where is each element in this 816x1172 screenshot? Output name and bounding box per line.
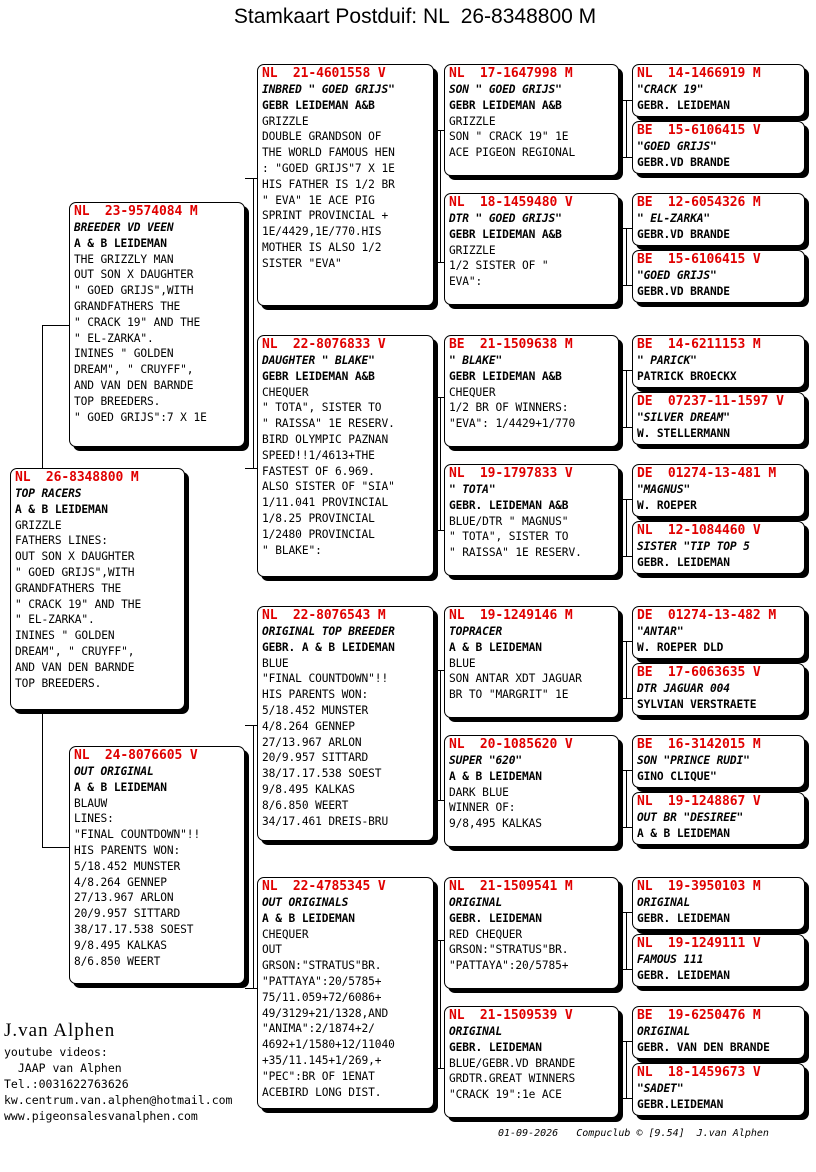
- breeder-name: A & B LEIDEMAN: [637, 826, 730, 840]
- breeder-name: GEBR. VAN DEN BRANDE: [637, 1040, 770, 1054]
- pigeon-info-line: BLUE: [449, 656, 476, 670]
- breeder-name: W. ROEPER: [637, 498, 697, 512]
- breeder-name: W. STELLERMANN: [637, 426, 730, 440]
- pigeon-name: "SADET": [637, 1082, 684, 1095]
- pigeon-card: [632, 64, 805, 117]
- breeder-name: A & B LEIDEMAN: [74, 236, 167, 250]
- pigeon-info-line: 5/18.452 MUNSTER: [74, 859, 181, 873]
- ring-number: DE 01274-13-482 M: [637, 608, 777, 623]
- pigeon-card: [632, 735, 805, 788]
- pigeon-info-line: " TOTA", SISTER TO: [449, 530, 569, 544]
- ring-number: DE 01274-13-481 M: [637, 466, 777, 481]
- ring-number: NL 19-1249146 M: [449, 608, 573, 623]
- connector-line: [245, 725, 257, 726]
- pigeon-info-line: 38/17.17.538 SOEST: [74, 922, 194, 936]
- pigeon-info-line: BLUE/GEBR.VD BRANDE: [449, 1056, 576, 1070]
- pigeon-info-line: 1/11.041 PROVINCIAL: [262, 496, 389, 510]
- connector-line: [619, 698, 632, 699]
- contact-line-2: JAAP van Alphen: [4, 1061, 122, 1075]
- pigeon-info-line: THE WORLD FAMOUS HEN: [262, 146, 395, 160]
- pigeon-card: [632, 121, 805, 174]
- contact-block: [4, 1018, 232, 1124]
- pigeon-info-line: CHEQUER: [449, 385, 496, 399]
- pigeon-name: TOP RACERS: [15, 487, 82, 500]
- pigeon-info-line: TOP BREEDERS.: [74, 394, 161, 408]
- connector-line: [626, 1041, 627, 1098]
- breeder-name: GEBR.VD BRANDE: [637, 155, 730, 169]
- pigeon-info-line: 1E/4429,1E/770.HIS: [262, 225, 382, 239]
- connector-line: [434, 530, 444, 531]
- breeder-name: GEBR. LEIDEMAN: [637, 968, 730, 982]
- connector-line: [42, 710, 43, 847]
- pigeon-info-line: AND VAN DEN BARNDE: [15, 660, 135, 674]
- breeder-name: A & B LEIDEMAN: [449, 769, 542, 783]
- pigeon-info-line: SON " CRACK 19" 1E: [449, 130, 569, 144]
- pigeon-info-line: SPEED!!1/4613+THE: [262, 448, 375, 462]
- pigeon-name: ORIGINAL: [449, 1025, 503, 1038]
- ring-number: NL 22-8076833 V: [262, 337, 386, 352]
- pigeon-name: "GOED GRIJS": [637, 140, 717, 153]
- ring-number: NL 23-9574084 M: [74, 204, 198, 219]
- pigeon-card: [632, 1063, 805, 1116]
- breeder-name: GEBR. LEIDEMAN: [637, 911, 730, 925]
- breeder-name: GEBR. LEIDEMAN: [637, 98, 730, 112]
- connector-line: [434, 262, 444, 263]
- connector-line: [434, 800, 444, 801]
- pigeon-info-line: " CRACK 19" AND THE: [74, 315, 201, 329]
- pigeon-name: ORIGINAL: [637, 1025, 691, 1038]
- pigeon-info-line: " GOED GRIJS",WITH: [15, 565, 135, 579]
- pigeon-info-line: 27/13.967 ARLON: [74, 891, 174, 905]
- contact-phone: Tel.:0031622763626: [4, 1077, 129, 1091]
- pigeon-card: [632, 250, 805, 303]
- breeder-name: A & B LEIDEMAN: [262, 911, 355, 925]
- pigeon-info-line: CHEQUER: [262, 385, 309, 399]
- ring-number: NL 20-1085620 V: [449, 737, 573, 752]
- connector-line: [245, 178, 257, 179]
- pigeon-info-line: GRANDFATHERS THE: [15, 581, 122, 595]
- breeder-name: GEBR. LEIDEMAN A&B: [449, 498, 569, 512]
- pigeon-info-line: BIRD OLYMPIC PAZNAN: [262, 432, 389, 446]
- pigeon-info-line: GRIZZLE: [449, 243, 496, 257]
- pigeon-info-line: AND VAN DEN BARNDE: [74, 378, 194, 392]
- pigeon-info-line: GRIZZLE: [449, 114, 496, 128]
- pigeon-info-line: GRANDFATHERS THE: [74, 299, 181, 313]
- pigeon-info-line: 49/3129+21/1328,AND: [262, 1006, 389, 1020]
- pigeon-name: SISTER "TIP TOP 5: [637, 540, 750, 553]
- pigeon-card: [632, 877, 805, 930]
- breeder-name: GEBR. LEIDEMAN: [637, 555, 730, 569]
- ring-number: NL 17-1647998 M: [449, 66, 573, 81]
- breeder-name: A & B LEIDEMAN: [15, 502, 108, 516]
- pigeon-info-line: 27/13.967 ARLON: [262, 735, 362, 749]
- breeder-name: SYLVIAN VERSTRAETE: [637, 697, 757, 711]
- pigeon-info-line: DARK BLUE: [449, 785, 509, 799]
- pigeon-info-line: DOUBLE GRANDSON OF: [262, 130, 382, 144]
- pigeon-info-line: FASTEST OF 6.969.: [262, 464, 375, 478]
- pigeon-info-line: "FINAL COUNTDOWN"!!: [74, 828, 201, 842]
- breeder-name: A & B LEIDEMAN: [74, 780, 167, 794]
- ring-number: NL 21-1509539 V: [449, 1008, 573, 1023]
- pigeon-info-line: 20/9.957 SITTARD: [262, 751, 369, 765]
- breeder-name: GEBR LEIDEMAN A&B: [262, 369, 375, 383]
- breeder-name: GEBR.LEIDEMAN: [637, 1097, 724, 1111]
- pigeon-card: [69, 202, 245, 447]
- ring-number: BE 21-1509638 M: [449, 337, 573, 352]
- connector-line: [619, 285, 632, 286]
- pigeon-name: BREEDER VD VEEN: [74, 221, 174, 234]
- pigeon-card: [444, 1006, 619, 1118]
- connector-line: [626, 370, 627, 427]
- pigeon-info-line: : "GOED GRIJS"7 X 1E: [262, 161, 395, 175]
- ring-number: NL 12-1084460 V: [637, 523, 761, 538]
- contact-website[interactable]: www.pigeonsalesvanalphen.com: [4, 1109, 198, 1123]
- connector-line: [42, 847, 69, 848]
- pigeon-card: [10, 468, 185, 710]
- pigeon-card: [444, 735, 619, 847]
- breeder-name: W. ROEPER DLD: [637, 640, 724, 654]
- pigeon-name: "MAGNUS": [637, 483, 691, 496]
- ring-number: NL 19-1249111 V: [637, 936, 761, 951]
- pigeon-name: DAUGHTER " BLAKE": [262, 354, 375, 367]
- pigeon-name: SON " GOED GRIJS": [449, 83, 562, 96]
- pigeon-card: [632, 335, 805, 388]
- pigeon-info-line: OUT: [262, 943, 282, 957]
- pigeon-info-line: 8/6.850 WEERT: [262, 798, 349, 812]
- breeder-name: GEBR LEIDEMAN A&B: [449, 227, 562, 241]
- pigeon-info-line: " RAISSA" 1E RESERV.: [262, 417, 395, 431]
- pigeon-info-line: " CRACK 19" AND THE: [15, 597, 142, 611]
- pigeon-card: [444, 464, 619, 576]
- connector-line: [245, 988, 257, 989]
- pigeon-info-line: 20/9.957 SITTARD: [74, 907, 181, 921]
- pigeon-name: OUT BR "DESIREE": [637, 811, 744, 824]
- pigeon-info-line: SON ANTAR XDT JAGUAR: [449, 672, 582, 686]
- pigeon-info-line: 1/2 BR OF WINNERS:: [449, 401, 569, 415]
- pigeon-name: SON "PRINCE RUDI": [637, 754, 750, 767]
- ring-number: NL 14-1466919 M: [637, 66, 761, 81]
- pigeon-info-line: "ANIMA":2/1874+2/: [262, 1022, 375, 1036]
- connector-line: [434, 670, 444, 671]
- ring-number: BE 19-6250476 M: [637, 1008, 761, 1023]
- pigeon-card: [632, 934, 805, 987]
- contact-line-1: youtube videos:: [4, 1045, 108, 1059]
- connector-line: [440, 130, 441, 262]
- pigeon-info-line: ACE PIGEON REGIONAL: [449, 146, 576, 160]
- ring-number: NL 26-8348800 M: [15, 470, 139, 485]
- connector-line: [619, 827, 632, 828]
- connector-line: [619, 969, 632, 970]
- connector-line: [253, 725, 254, 988]
- pigeon-info-line: " BLAKE":: [262, 543, 322, 557]
- pigeon-info-line: 4692+1/1580+12/11040: [262, 1038, 395, 1052]
- ring-number: NL 19-1248867 V: [637, 794, 761, 809]
- pigeon-info-line: LINES:: [74, 812, 114, 826]
- connector-line: [434, 1068, 444, 1069]
- pigeon-name: OUT ORIGINAL: [74, 765, 154, 778]
- pigeon-card: [444, 606, 619, 718]
- connector-line: [434, 130, 444, 131]
- pigeon-name: "SILVER DREAM": [637, 411, 730, 424]
- pigeon-info-line: HIS FATHER IS 1/2 BR: [262, 177, 395, 191]
- ring-number: BE 17-6063635 V: [637, 665, 761, 680]
- pigeon-info-line: OUT SON X DAUGHTER: [15, 550, 135, 564]
- pigeon-name: TOPRACER: [449, 625, 503, 638]
- pigeon-info-line: DREAM", " CRUYFF",: [15, 644, 135, 658]
- pigeon-name: ORIGINAL: [449, 896, 503, 909]
- ring-number: NL 24-8076605 V: [74, 748, 198, 763]
- pigeon-info-line: ALSO SISTER OF "SIA": [262, 480, 395, 494]
- pigeon-info-line: 8/6.850 WEERT: [74, 954, 161, 968]
- pigeon-card: [69, 746, 245, 984]
- breeder-name: GEBR LEIDEMAN A&B: [449, 98, 562, 112]
- connector-line: [440, 670, 441, 800]
- pigeon-info-line: 4/8.264 GENNEP: [74, 875, 167, 889]
- pigeon-name: " EL-ZARKA": [637, 212, 710, 225]
- connector-line: [626, 228, 627, 285]
- connector-line: [626, 641, 627, 698]
- pigeon-card: [257, 606, 434, 841]
- pigeon-info-line: 38/17.17.538 SOEST: [262, 767, 382, 781]
- pigeon-name: "GOED GRIJS": [637, 269, 717, 282]
- pigeon-name: " BLAKE": [449, 354, 503, 367]
- connector-line: [626, 100, 627, 157]
- connector-line: [619, 157, 632, 158]
- pigeon-info-line: OUT SON X DAUGHTER: [74, 268, 194, 282]
- pigeon-info-line: GRIZZLE: [15, 518, 62, 532]
- pigeon-card: [257, 64, 434, 306]
- pigeon-name: DTR " GOED GRIJS": [449, 212, 562, 225]
- pigeon-name: FAMOUS 111: [637, 953, 704, 966]
- pigeon-name: " TOTA": [449, 483, 496, 496]
- pigeon-card: [632, 464, 805, 517]
- pigeon-info-line: THE GRIZZLY MAN: [74, 252, 174, 266]
- pigeon-info-line: SPRINT PROVINCIAL +: [262, 209, 389, 223]
- pigeon-name: "ANTAR": [637, 625, 684, 638]
- connector-line: [619, 556, 632, 557]
- pigeon-card: [257, 877, 434, 1109]
- ring-number: NL 21-1509541 M: [449, 879, 573, 894]
- pigeon-info-line: RED CHEQUER: [449, 927, 522, 941]
- pigeon-info-line: 5/18.452 MUNSTER: [262, 703, 369, 717]
- connector-line: [434, 397, 444, 398]
- pigeon-info-line: GRSON:"STRATUS"BR.: [449, 943, 569, 957]
- pigeon-card: [444, 335, 619, 447]
- pigeon-info-line: "EVA": 1/4429+1/770: [449, 417, 576, 431]
- pigeon-info-line: GRSON:"STRATUS"BR.: [262, 959, 382, 973]
- breeder-name: GEBR. LEIDEMAN: [449, 1040, 542, 1054]
- pigeon-info-line: FATHERS LINES:: [15, 534, 108, 548]
- pigeon-info-line: ININES " GOLDEN: [74, 347, 174, 361]
- connector-line: [440, 397, 441, 530]
- pigeon-info-line: GRDTR.GREAT WINNERS: [449, 1072, 576, 1086]
- connector-line: [626, 770, 627, 827]
- breeder-name: GEBR. LEIDEMAN: [449, 911, 542, 925]
- pigeon-info-line: " EVA" 1E ACE PIG: [262, 193, 375, 207]
- ring-number: BE 16-3142015 M: [637, 737, 761, 752]
- pigeon-info-line: CHEQUER: [262, 927, 309, 941]
- pigeon-info-line: EVA":: [449, 275, 483, 289]
- ring-number: BE 15-6106415 V: [637, 123, 761, 138]
- ring-number: NL 22-4785345 V: [262, 879, 386, 894]
- pigeon-info-line: GRIZZLE: [262, 114, 309, 128]
- pigeon-info-line: DREAM", " CRUYFF",: [74, 363, 194, 377]
- breeder-name: GEBR LEIDEMAN A&B: [262, 98, 375, 112]
- pigeon-info-line: 9/8,495 KALKAS: [449, 817, 542, 831]
- ring-number: BE 15-6106415 V: [637, 252, 761, 267]
- connector-line: [253, 178, 254, 468]
- pigeon-card: [632, 521, 805, 574]
- breeder-name: GEBR. A & B LEIDEMAN: [262, 640, 395, 654]
- pigeon-info-line: ININES " GOLDEN: [15, 629, 115, 643]
- breeder-name: A & B LEIDEMAN: [449, 640, 542, 654]
- ring-number: NL 19-3950103 M: [637, 879, 761, 894]
- pigeon-card: [632, 606, 805, 659]
- connector-line: [245, 468, 257, 469]
- pigeon-info-line: 4/8.264 GENNEP: [262, 719, 355, 733]
- ring-number: NL 19-1797833 V: [449, 466, 573, 481]
- pigeon-name: INBRED " GOED GRIJS": [262, 83, 395, 96]
- pigeon-info-line: 1/2 SISTER OF ": [449, 259, 549, 273]
- pigeon-info-line: " GOED GRIJS",WITH: [74, 284, 194, 298]
- pigeon-info-line: 9/8.495 KALKAS: [262, 782, 355, 796]
- footer-credit: 01-09-2026 Compuclub © [9.54] J.van Alphen: [498, 1128, 769, 1139]
- breeder-name: GINO CLIQUE": [637, 769, 717, 783]
- pigeon-info-line: WINNER OF:: [449, 801, 516, 815]
- ring-number: BE 14-6211153 M: [637, 337, 761, 352]
- pigeon-info-line: HIS PARENTS WON:: [262, 688, 369, 702]
- pigeon-info-line: 75/11.059+72/6086+: [262, 990, 382, 1004]
- connector-line: [440, 940, 441, 1068]
- pigeon-info-line: SISTER "EVA": [262, 256, 342, 270]
- pigeon-info-line: MOTHER IS ALSO 1/2: [262, 240, 382, 254]
- pigeon-info-line: "PEC":BR OF 1ENAT: [262, 1069, 375, 1083]
- breeder-name: GEBR LEIDEMAN A&B: [449, 369, 562, 383]
- pigeon-card: [632, 193, 805, 246]
- pigeon-info-line: BR TO "MARGRIT" 1E: [449, 688, 569, 702]
- pigeon-name: " PARICK": [637, 354, 697, 367]
- pigeon-info-line: "FINAL COUNTDOWN"!!: [262, 672, 389, 686]
- ring-number: NL 18-1459673 V: [637, 1065, 761, 1080]
- breeder-name: PATRICK BROECKX: [637, 369, 737, 383]
- pigeon-info-line: 1/2480 PROVINCIAL: [262, 527, 375, 541]
- connector-line: [619, 427, 632, 428]
- pigeon-card: [257, 335, 434, 577]
- ring-number: NL 22-8076543 M: [262, 608, 386, 623]
- connector-line: [42, 325, 69, 326]
- pigeon-name: OUT ORIGINALS: [262, 896, 349, 909]
- pigeon-info-line: BLUE/DTR " MAGNUS": [449, 514, 569, 528]
- connector-line: [434, 940, 444, 941]
- pigeon-info-line: " RAISSA" 1E RESERV.: [449, 546, 582, 560]
- contact-name: J.van Alphen: [4, 1020, 116, 1041]
- page-title: Stamkaart Postduif: NL 26-8348800 M: [233, 5, 597, 28]
- connector-line: [626, 499, 627, 556]
- pigeon-card: [632, 1006, 805, 1059]
- pigeon-card: [444, 64, 619, 176]
- pigeon-info-line: " EL-ZARKA".: [74, 331, 154, 345]
- pigeon-info-line: " GOED GRIJS":7 X 1E: [74, 410, 207, 424]
- pigeon-name: SUPER "620": [449, 754, 522, 767]
- pigeon-card: [632, 792, 805, 845]
- pigeon-info-line: "PATTAYA":20/5785+: [262, 974, 382, 988]
- pigeon-name: DTR JAGUAR 004: [637, 682, 730, 695]
- pigeon-card: [632, 663, 805, 716]
- ring-number: NL 18-1459480 V: [449, 195, 573, 210]
- pigeon-card: [632, 392, 805, 445]
- connector-line: [42, 325, 43, 468]
- pigeon-name: "CRACK 19": [637, 83, 704, 96]
- pigeon-info-line: "PATTAYA":20/5785+: [449, 959, 569, 973]
- ring-number: NL 21-4601558 V: [262, 66, 386, 81]
- breeder-name: GEBR.VD BRANDE: [637, 284, 730, 298]
- pigeon-info-line: BLAUW: [74, 796, 108, 810]
- pigeon-info-line: 9/8.495 KALKAS: [74, 938, 167, 952]
- pigeon-info-line: +35/11.145+1/269,+: [262, 1053, 382, 1067]
- connector-line: [619, 1098, 632, 1099]
- pigeon-name: ORIGINAL TOP BREEDER: [262, 625, 395, 638]
- ring-number: DE 07237-11-1597 V: [637, 394, 784, 409]
- connector-line: [626, 912, 627, 969]
- pigeon-info-line: 1/8.25 PROVINCIAL: [262, 511, 375, 525]
- pigeon-info-line: "CRACK 19":1e ACE: [449, 1088, 562, 1102]
- pigeon-card: [444, 877, 619, 989]
- pigeon-info-line: TOP BREEDERS.: [15, 676, 102, 690]
- ring-number: BE 12-6054326 M: [637, 195, 761, 210]
- pigeon-info-line: 34/17.461 DREIS-BRU: [262, 814, 389, 828]
- contact-email: kw.centrum.van.alphen@hotmail.com: [4, 1093, 233, 1107]
- pigeon-name: ORIGINAL: [637, 896, 691, 909]
- breeder-name: GEBR.VD BRANDE: [637, 227, 730, 241]
- pigeon-info-line: ACEBIRD LONG DIST.: [262, 1085, 382, 1099]
- pigeon-info-line: " EL-ZARKA".: [15, 613, 95, 627]
- pigeon-card: [444, 193, 619, 305]
- pigeon-info-line: BLUE: [262, 656, 289, 670]
- pigeon-info-line: HIS PARENTS WON:: [74, 843, 181, 857]
- pigeon-info-line: " TOTA", SISTER TO: [262, 401, 382, 415]
